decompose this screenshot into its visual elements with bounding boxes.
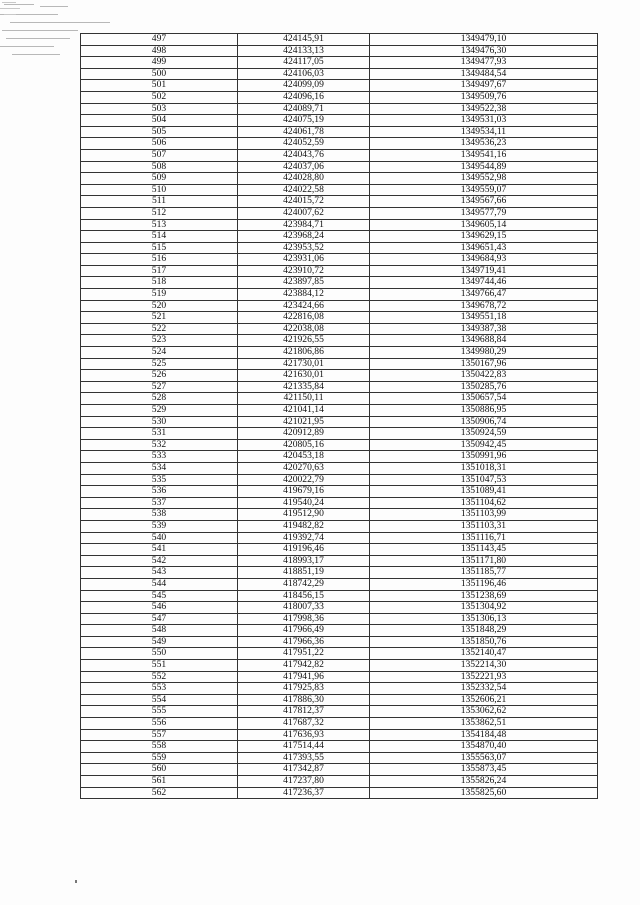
point-number-cell: 545 [81,590,238,602]
x-coordinate-cell: 417998,36 [238,613,370,625]
x-coordinate-cell: 417966,36 [238,636,370,648]
table-row [81,555,598,567]
x-coordinate-cell: 424028,80 [238,173,370,185]
y-coordinate-cell: 1350942,45 [370,439,598,451]
x-coordinate-cell: 417687,32 [238,718,370,730]
point-number-cell: 500 [81,68,238,80]
y-coordinate-cell: 1349567,66 [370,196,598,208]
table-row [81,706,598,718]
point-number-cell: 535 [81,474,238,486]
point-number-cell: 553 [81,683,238,695]
point-number-cell: 552 [81,671,238,683]
table-row [81,636,598,648]
y-coordinate-cell: 1349536,23 [370,138,598,150]
table-row [81,590,598,602]
x-coordinate-cell: 423953,52 [238,242,370,254]
y-coordinate-cell: 1355826,24 [370,776,598,788]
y-coordinate-cell: 1349534,11 [370,126,598,138]
table-row [81,312,598,324]
y-coordinate-cell: 1350657,54 [370,393,598,405]
y-coordinate-cell: 1350906,74 [370,416,598,428]
x-coordinate-cell: 424099,09 [238,80,370,92]
table-row [81,103,598,115]
table-row [81,138,598,150]
y-coordinate-cell: 1349544,89 [370,161,598,173]
y-coordinate-cell: 1349719,41 [370,265,598,277]
y-coordinate-cell: 1351047,53 [370,474,598,486]
x-coordinate-cell: 424043,76 [238,149,370,161]
point-number-cell: 548 [81,625,238,637]
point-number-cell: 509 [81,173,238,185]
point-number-cell: 543 [81,567,238,579]
y-coordinate-cell: 1349479,10 [370,34,598,46]
point-number-cell: 531 [81,428,238,440]
y-coordinate-cell: 1349541,16 [370,149,598,161]
y-coordinate-cell: 1351143,45 [370,544,598,556]
point-number-cell: 510 [81,184,238,196]
point-number-cell: 508 [81,161,238,173]
point-number-cell: 526 [81,370,238,382]
x-coordinate-cell: 421041,14 [238,405,370,417]
y-coordinate-cell: 1351089,41 [370,486,598,498]
table-row [81,509,598,521]
x-coordinate-cell: 421926,55 [238,335,370,347]
table-row [81,57,598,69]
x-coordinate-cell: 424106,03 [238,68,370,80]
y-coordinate-cell: 1350167,96 [370,358,598,370]
point-number-cell: 547 [81,613,238,625]
table-row [81,405,598,417]
table-row [81,34,598,46]
table-row [81,729,598,741]
point-number-cell: 538 [81,509,238,521]
table-row [81,439,598,451]
table-row [81,648,598,660]
y-coordinate-cell: 1351304,92 [370,602,598,614]
table-row [81,671,598,683]
x-coordinate-cell: 418742,29 [238,578,370,590]
point-number-cell: 540 [81,532,238,544]
y-coordinate-cell: 1349387,38 [370,323,598,335]
x-coordinate-cell: 420912,89 [238,428,370,440]
point-number-cell: 554 [81,694,238,706]
point-number-cell: 497 [81,34,238,46]
point-number-cell: 560 [81,764,238,776]
coordinates-table [80,33,598,799]
table-row [81,752,598,764]
x-coordinate-cell: 419512,90 [238,509,370,521]
x-coordinate-cell: 418851,19 [238,567,370,579]
table-row [81,428,598,440]
point-number-cell: 536 [81,486,238,498]
x-coordinate-cell: 417237,80 [238,776,370,788]
point-number-cell: 512 [81,207,238,219]
y-coordinate-cell: 1349629,15 [370,231,598,243]
y-coordinate-cell: 1349531,03 [370,115,598,127]
table-row [81,474,598,486]
table-row [81,196,598,208]
y-coordinate-cell: 1349744,46 [370,277,598,289]
y-coordinate-cell: 1351116,71 [370,532,598,544]
x-coordinate-cell: 418007,33 [238,602,370,614]
point-number-cell: 551 [81,660,238,672]
y-coordinate-cell: 1352214,30 [370,660,598,672]
y-coordinate-cell: 1355873,45 [370,764,598,776]
table-row [81,45,598,57]
table-row [81,323,598,335]
x-coordinate-cell: 417514,44 [238,741,370,753]
x-coordinate-cell: 423897,85 [238,277,370,289]
table-row [81,381,598,393]
scan-mark-bottom [75,880,77,883]
table-row [81,602,598,614]
coordinates-table-body [81,34,598,799]
table-row [81,242,598,254]
table-row [81,126,598,138]
point-number-cell: 501 [81,80,238,92]
x-coordinate-cell: 420022,79 [238,474,370,486]
point-number-cell: 524 [81,347,238,359]
x-coordinate-cell: 417636,93 [238,729,370,741]
table-row [81,660,598,672]
point-number-cell: 557 [81,729,238,741]
point-number-cell: 556 [81,718,238,730]
y-coordinate-cell: 1349577,79 [370,207,598,219]
y-coordinate-cell: 1352332,54 [370,683,598,695]
y-coordinate-cell: 1351103,99 [370,509,598,521]
table-row [81,277,598,289]
y-coordinate-cell: 1355825,60 [370,787,598,799]
point-number-cell: 530 [81,416,238,428]
x-coordinate-cell: 422038,08 [238,323,370,335]
table-row [81,462,598,474]
x-coordinate-cell: 417236,37 [238,787,370,799]
x-coordinate-cell: 424145,91 [238,34,370,46]
table-row [81,347,598,359]
y-coordinate-cell: 1349552,98 [370,173,598,185]
y-coordinate-cell: 1349509,76 [370,91,598,103]
y-coordinate-cell: 1351196,46 [370,578,598,590]
point-number-cell: 511 [81,196,238,208]
table-row [81,231,598,243]
table-row [81,416,598,428]
point-number-cell: 528 [81,393,238,405]
point-number-cell: 541 [81,544,238,556]
scan-artifact-right [0,60,22,78]
x-coordinate-cell: 423931,06 [238,254,370,266]
x-coordinate-cell: 424117,05 [238,57,370,69]
x-coordinate-cell: 421630,01 [238,370,370,382]
x-coordinate-cell: 417886,30 [238,694,370,706]
table-row [81,265,598,277]
point-number-cell: 546 [81,602,238,614]
point-number-cell: 515 [81,242,238,254]
table-row [81,776,598,788]
x-coordinate-cell: 417925,83 [238,683,370,695]
point-number-cell: 523 [81,335,238,347]
y-coordinate-cell: 1351104,62 [370,497,598,509]
table-row [81,694,598,706]
point-number-cell: 532 [81,439,238,451]
table-row [81,567,598,579]
x-coordinate-cell: 424075,19 [238,115,370,127]
point-number-cell: 506 [81,138,238,150]
table-row [81,161,598,173]
y-coordinate-cell: 1349766,47 [370,289,598,301]
point-number-cell: 555 [81,706,238,718]
x-coordinate-cell: 417966,49 [238,625,370,637]
x-coordinate-cell: 417951,22 [238,648,370,660]
table-row [81,532,598,544]
point-number-cell: 513 [81,219,238,231]
y-coordinate-cell: 1349559,07 [370,184,598,196]
point-number-cell: 499 [81,57,238,69]
x-coordinate-cell: 422816,08 [238,312,370,324]
x-coordinate-cell: 424037,06 [238,161,370,173]
table-row [81,393,598,405]
x-coordinate-cell: 419482,82 [238,520,370,532]
table-row [81,300,598,312]
point-number-cell: 559 [81,752,238,764]
point-number-cell: 558 [81,741,238,753]
point-number-cell: 521 [81,312,238,324]
y-coordinate-cell: 1351238,69 [370,590,598,602]
y-coordinate-cell: 1349651,43 [370,242,598,254]
x-coordinate-cell: 423884,12 [238,289,370,301]
x-coordinate-cell: 420453,18 [238,451,370,463]
point-number-cell: 542 [81,555,238,567]
x-coordinate-cell: 421730,01 [238,358,370,370]
point-number-cell: 562 [81,787,238,799]
y-coordinate-cell: 1351850,76 [370,636,598,648]
table-row [81,497,598,509]
table-row [81,207,598,219]
point-number-cell: 498 [81,45,238,57]
table-row [81,254,598,266]
x-coordinate-cell: 421150,11 [238,393,370,405]
table-row [81,358,598,370]
table-row [81,613,598,625]
point-number-cell: 519 [81,289,238,301]
y-coordinate-cell: 1354870,40 [370,741,598,753]
y-coordinate-cell: 1352606,21 [370,694,598,706]
table-row [81,335,598,347]
y-coordinate-cell: 1350991,96 [370,451,598,463]
y-coordinate-cell: 1349980,29 [370,347,598,359]
x-coordinate-cell: 419679,16 [238,486,370,498]
y-coordinate-cell: 1355563,07 [370,752,598,764]
table-row [81,787,598,799]
table-row [81,683,598,695]
point-number-cell: 550 [81,648,238,660]
x-coordinate-cell: 424089,71 [238,103,370,115]
point-number-cell: 518 [81,277,238,289]
y-coordinate-cell: 1349684,93 [370,254,598,266]
y-coordinate-cell: 1351103,31 [370,520,598,532]
x-coordinate-cell: 418993,17 [238,555,370,567]
y-coordinate-cell: 1351018,31 [370,462,598,474]
table-row [81,625,598,637]
table-row [81,718,598,730]
table-row [81,184,598,196]
point-number-cell: 507 [81,149,238,161]
point-number-cell: 514 [81,231,238,243]
x-coordinate-cell: 421806,86 [238,347,370,359]
y-coordinate-cell: 1351848,29 [370,625,598,637]
x-coordinate-cell: 424022,58 [238,184,370,196]
y-coordinate-cell: 1350422,83 [370,370,598,382]
table-row [81,451,598,463]
x-coordinate-cell: 417342,87 [238,764,370,776]
y-coordinate-cell: 1349522,38 [370,103,598,115]
table-row [81,578,598,590]
x-coordinate-cell: 417942,82 [238,660,370,672]
table-row [81,80,598,92]
x-coordinate-cell: 423424,66 [238,300,370,312]
table-row [81,149,598,161]
point-number-cell: 537 [81,497,238,509]
table-row [81,741,598,753]
x-coordinate-cell: 419540,24 [238,497,370,509]
x-coordinate-cell: 419392,74 [238,532,370,544]
point-number-cell: 522 [81,323,238,335]
point-number-cell: 544 [81,578,238,590]
y-coordinate-cell: 1351171,80 [370,555,598,567]
point-number-cell: 502 [81,91,238,103]
y-coordinate-cell: 1350924,59 [370,428,598,440]
x-coordinate-cell: 423910,72 [238,265,370,277]
table-row [81,68,598,80]
table-row [81,173,598,185]
y-coordinate-cell: 1354184,48 [370,729,598,741]
y-coordinate-cell: 1349484,54 [370,68,598,80]
x-coordinate-cell: 424061,78 [238,126,370,138]
x-coordinate-cell: 421021,95 [238,416,370,428]
table-row [81,91,598,103]
point-number-cell: 549 [81,636,238,648]
x-coordinate-cell: 420805,16 [238,439,370,451]
y-coordinate-cell: 1349605,14 [370,219,598,231]
x-coordinate-cell: 424096,16 [238,91,370,103]
table-row [81,115,598,127]
y-coordinate-cell: 1351185,77 [370,567,598,579]
x-coordinate-cell: 424007,62 [238,207,370,219]
point-number-cell: 516 [81,254,238,266]
x-coordinate-cell: 424133,13 [238,45,370,57]
y-coordinate-cell: 1352221,93 [370,671,598,683]
point-number-cell: 503 [81,103,238,115]
x-coordinate-cell: 424015,72 [238,196,370,208]
point-number-cell: 529 [81,405,238,417]
table-row [81,370,598,382]
x-coordinate-cell: 423968,24 [238,231,370,243]
y-coordinate-cell: 1349476,30 [370,45,598,57]
x-coordinate-cell: 417393,55 [238,752,370,764]
point-number-cell: 504 [81,115,238,127]
y-coordinate-cell: 1351306,13 [370,613,598,625]
point-number-cell: 527 [81,381,238,393]
y-coordinate-cell: 1349477,93 [370,57,598,69]
x-coordinate-cell: 419196,46 [238,544,370,556]
x-coordinate-cell: 417812,37 [238,706,370,718]
y-coordinate-cell: 1353862,51 [370,718,598,730]
point-number-cell: 525 [81,358,238,370]
y-coordinate-cell: 1353062,62 [370,706,598,718]
table-row [81,544,598,556]
y-coordinate-cell: 1349678,72 [370,300,598,312]
table-row [81,289,598,301]
point-number-cell: 505 [81,126,238,138]
table-row [81,219,598,231]
point-number-cell: 539 [81,520,238,532]
point-number-cell: 534 [81,462,238,474]
x-coordinate-cell: 418456,15 [238,590,370,602]
point-number-cell: 517 [81,265,238,277]
y-coordinate-cell: 1349497,67 [370,80,598,92]
y-coordinate-cell: 1352140,47 [370,648,598,660]
x-coordinate-cell: 417941,96 [238,671,370,683]
x-coordinate-cell: 424052,59 [238,138,370,150]
y-coordinate-cell: 1349551,18 [370,312,598,324]
x-coordinate-cell: 423984,71 [238,219,370,231]
y-coordinate-cell: 1350886,95 [370,405,598,417]
point-number-cell: 561 [81,776,238,788]
x-coordinate-cell: 420270,63 [238,462,370,474]
table-row [81,520,598,532]
y-coordinate-cell: 1350285,76 [370,381,598,393]
y-coordinate-cell: 1349688,84 [370,335,598,347]
table-row [81,764,598,776]
table-row [81,486,598,498]
point-number-cell: 520 [81,300,238,312]
point-number-cell: 533 [81,451,238,463]
x-coordinate-cell: 421335,84 [238,381,370,393]
